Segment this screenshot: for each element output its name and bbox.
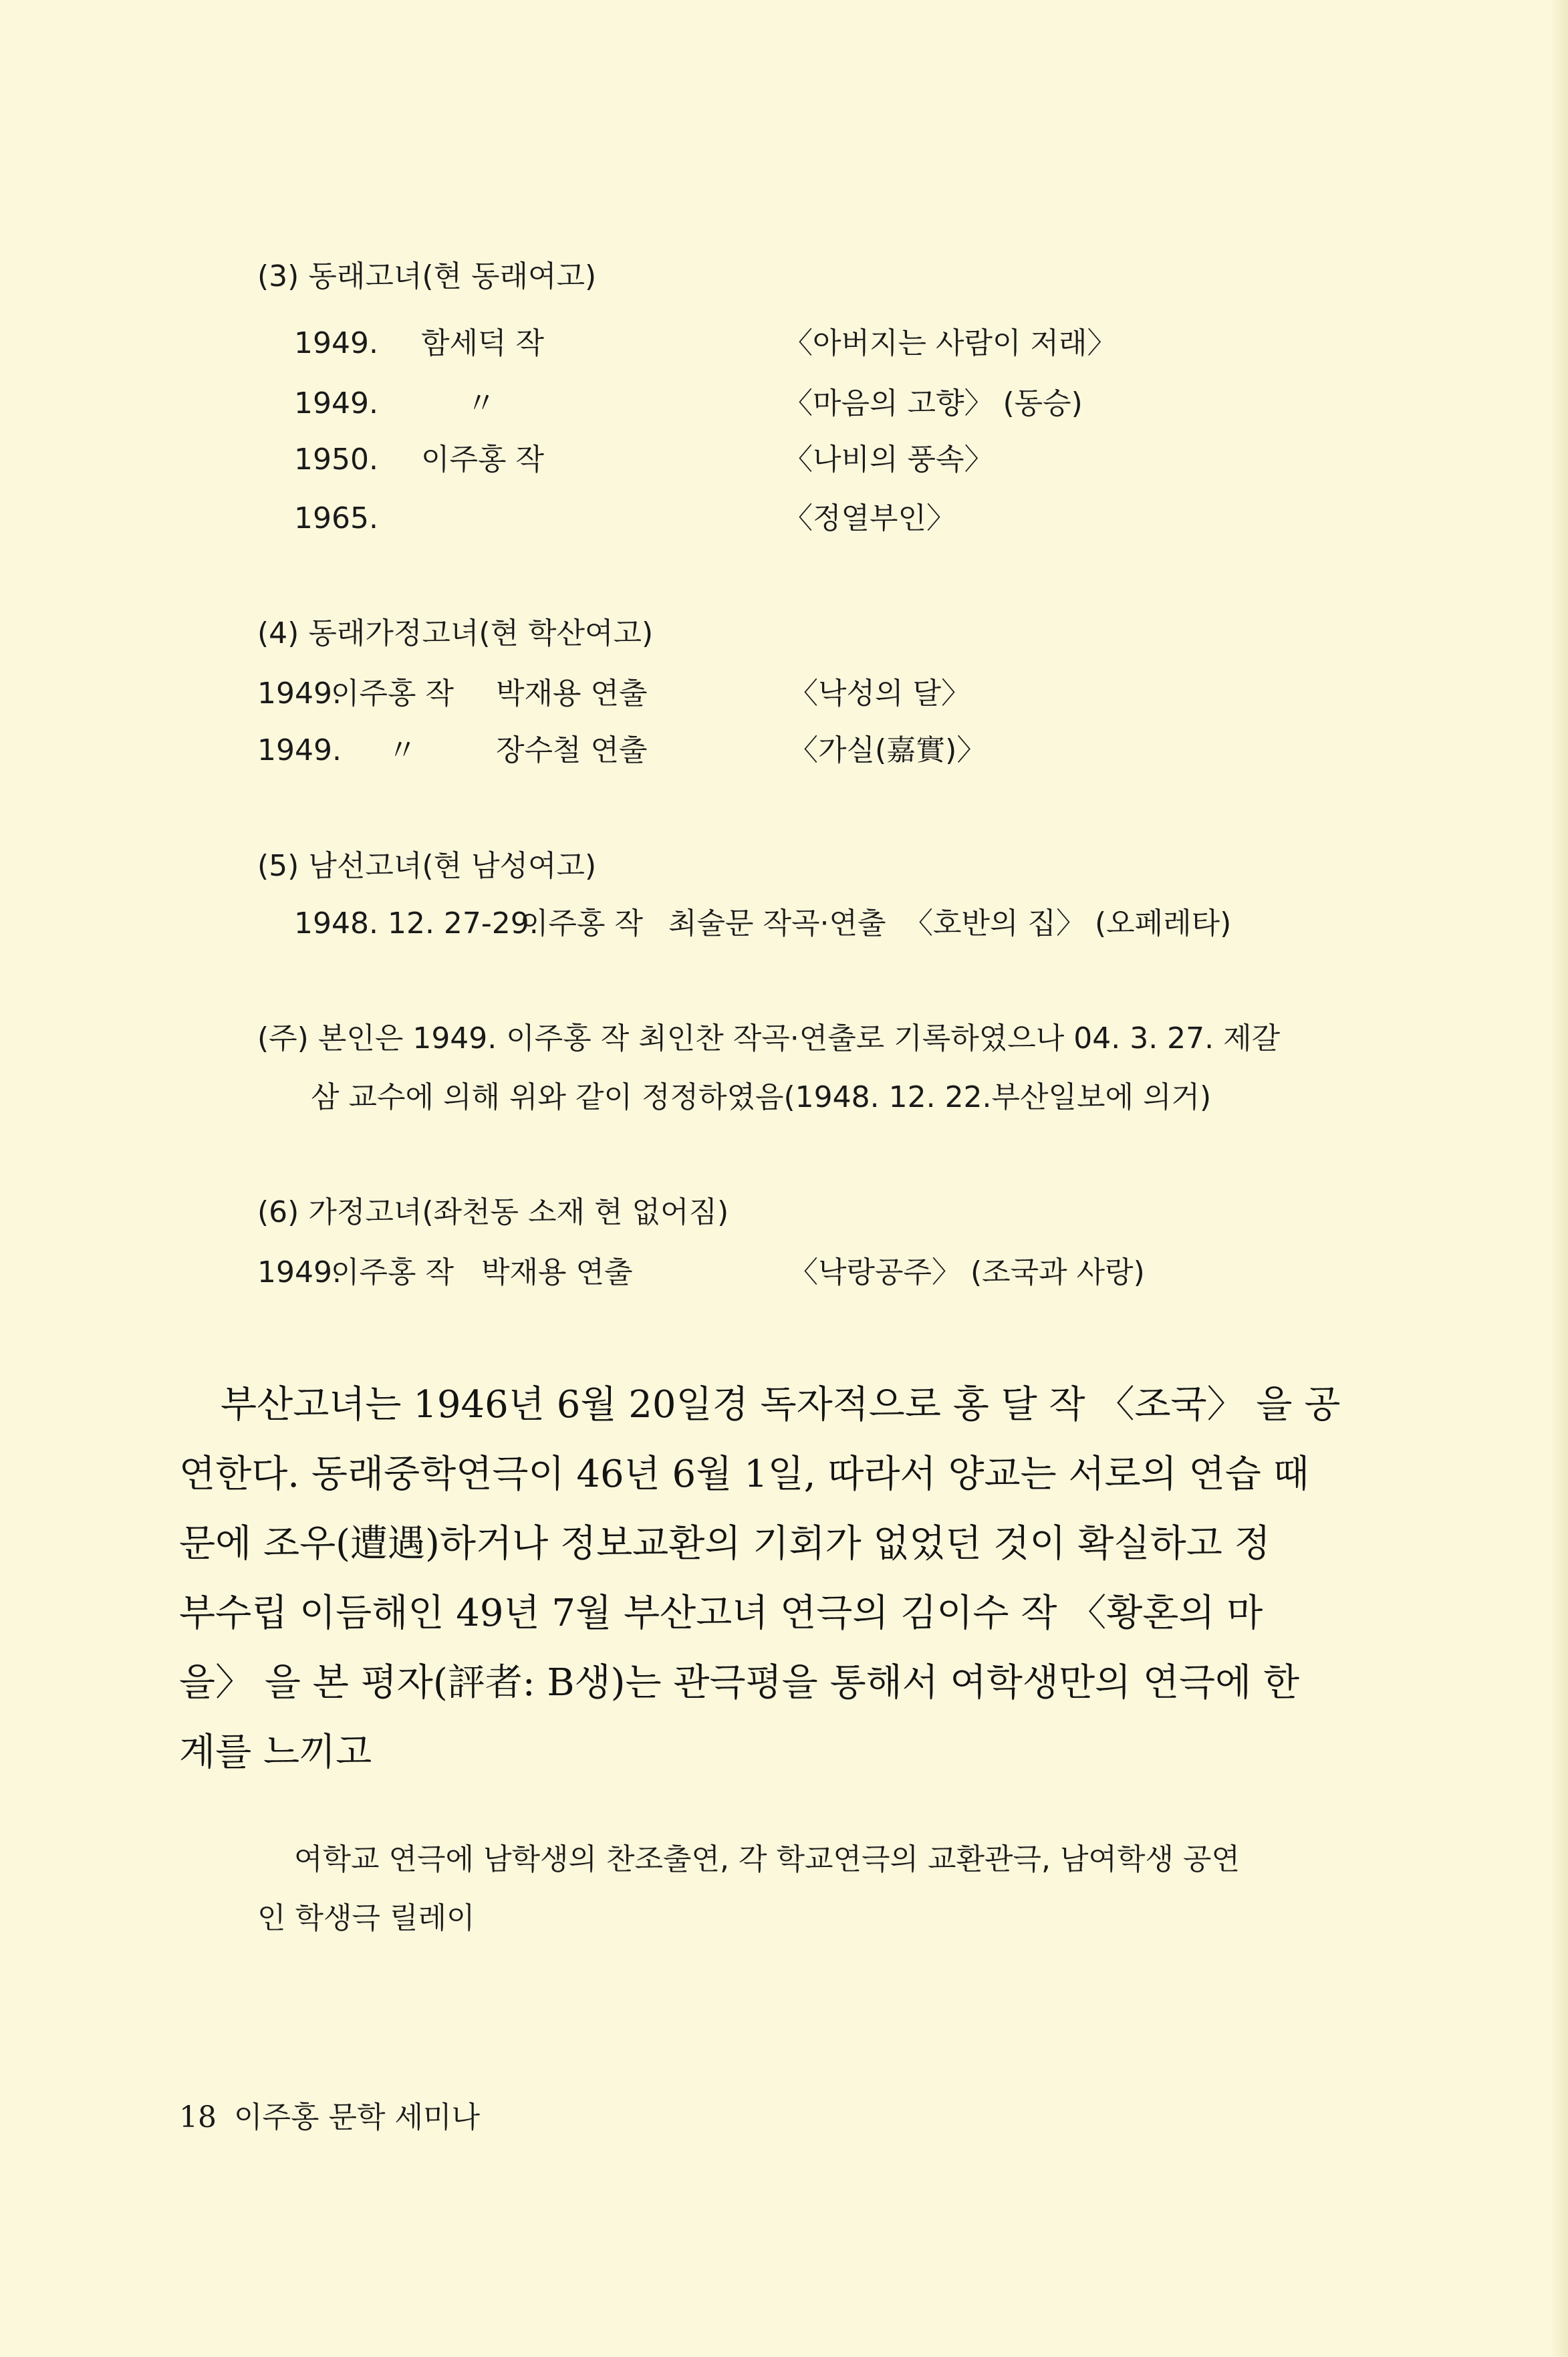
- section3-row2-title: 〈마음의 고향〉 (동승): [783, 386, 1083, 420]
- section3-row2-author: 〃: [467, 386, 496, 420]
- note-line2: 삼 교수에 의해 위와 같이 정정하였음(1948. 12. 22.부산일보에 의거): [311, 1080, 1212, 1114]
- section3-row1-author: 함세덕 작: [421, 326, 545, 360]
- section3-row1-year: 1949.: [294, 326, 378, 360]
- section6-row-year: 1949.: [257, 1255, 342, 1289]
- section6-row-director: 박재용 연출: [481, 1255, 633, 1289]
- section4-row1-author: 이주홍 작: [331, 676, 454, 711]
- section4-row1-director: 박재용 연출: [496, 676, 648, 711]
- section4-row1-title: 〈낙성의 달〉: [789, 676, 971, 711]
- section6-row-author: 이주홍 작: [331, 1255, 454, 1289]
- paragraph-line: 계를 느끼고: [179, 1731, 372, 1774]
- section5-row-date: 1948. 12. 27-29.: [294, 906, 539, 941]
- section3-heading: (3) 동래고녀(현 동래여고): [257, 259, 597, 293]
- quote-line2: 인 학생극 릴레이: [257, 1901, 475, 1935]
- section4-heading: (4) 동래가정고녀(현 학산여고): [257, 616, 654, 650]
- note-line1: (주) 본인은 1949. 이주홍 작 최인찬 작곡·연출로 기록하였으나 04. 3. 27. 제갈: [257, 1021, 1281, 1056]
- page-number: 18: [179, 2100, 217, 2134]
- section3-row1-title: 〈아버지는 사람이 저래〉: [783, 326, 1117, 360]
- section5-heading: (5) 남선고녀(현 남성여고): [257, 849, 597, 883]
- section3-row3-year: 1950.: [294, 443, 378, 477]
- section4-row2-author: 〃: [388, 733, 417, 767]
- section4-row2-director: 장수철 연출: [496, 733, 648, 767]
- page-edge: [1551, 0, 1568, 2357]
- paragraph-line: 문에 조우(遭遇)하거나 정보교환의 기회가 없었던 것이 확실하고 정: [179, 1522, 1271, 1566]
- section3-row3-author: 이주홍 작: [421, 443, 545, 477]
- paragraph-line: 을〉 을 본 평자(評者: B생)는 관극평을 통해서 여학생만의 연극에 한: [179, 1661, 1300, 1705]
- section5-row-title: 〈호반의 집〉 (오페레타): [904, 906, 1232, 941]
- paragraph-line: 부수립 이듬해인 49년 7월 부산고녀 연극의 김이수 작 〈황혼의 마: [179, 1592, 1263, 1635]
- section6-heading: (6) 가정고녀(좌천동 소재 현 없어짐): [257, 1195, 729, 1229]
- section3-row2-year: 1949.: [294, 386, 378, 420]
- page-footer: [179, 2098, 480, 2138]
- quote-line1: 여학교 연극에 남학생의 찬조출연, 각 학교연극의 교환관극, 남여학생 공연: [294, 1842, 1240, 1876]
- section3-row3-title: 〈나비의 풍속〉: [783, 443, 994, 477]
- paragraph-line: 연한다. 동래중학연극이 46년 6월 1일, 따라서 양교는 서로의 연습 때: [179, 1453, 1309, 1496]
- section4-row2-title: 〈가실(嘉實)〉: [789, 733, 987, 767]
- section3-row4-year: 1965.: [294, 501, 378, 535]
- section3-row4-title: 〈정열부인〉: [783, 501, 956, 535]
- section5-row-author: 이주홍 작: [520, 906, 644, 941]
- paragraph-line: 부산고녀는 1946년 6월 20일경 독자적으로 홍 달 작 〈조국〉 을 공: [221, 1383, 1341, 1426]
- section5-row-director: 최술문 작곡·연출: [668, 906, 886, 941]
- section4-row2-year: 1949.: [257, 733, 342, 767]
- section4-row1-year: 1949.: [257, 676, 342, 711]
- section6-row-title: 〈낙랑공주〉 (조국과 사랑): [789, 1255, 1145, 1289]
- running-title: 이주홍 문학 세미나: [234, 2100, 481, 2134]
